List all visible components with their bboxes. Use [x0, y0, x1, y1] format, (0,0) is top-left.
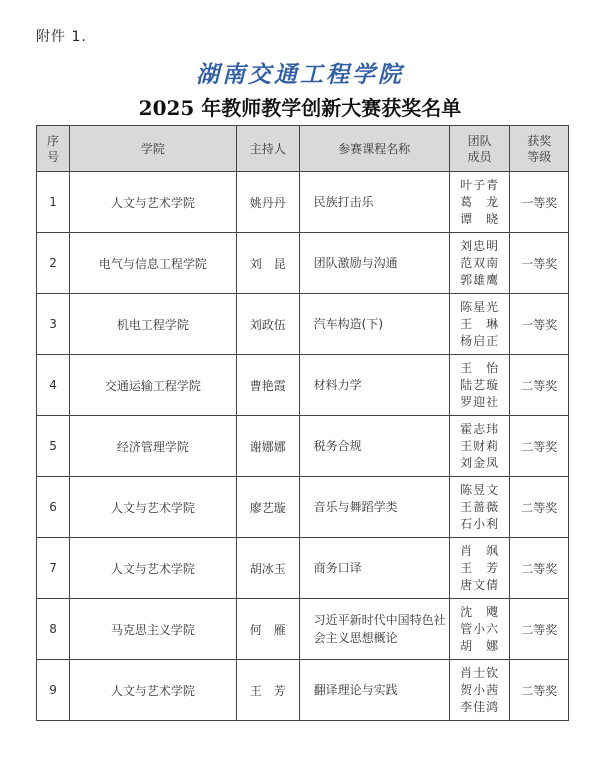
cell-award: 二等奖 [510, 477, 569, 538]
cell-course: 翻译理论与实践 [299, 660, 449, 721]
team-member: 王 怡 [460, 360, 500, 375]
cell-host: 曹艳霞 [236, 355, 299, 416]
cell-seq: 8 [37, 599, 70, 660]
table-row [37, 355, 569, 416]
cell-seq: 3 [37, 294, 70, 355]
awards-table [36, 125, 569, 721]
table-row [37, 538, 569, 599]
cell-team [449, 477, 510, 538]
header-team: 团队成员 [449, 126, 510, 172]
cell-seq: 2 [37, 233, 70, 294]
cell-team [449, 416, 510, 477]
team-member: 贺小茜 [460, 682, 500, 697]
school-logo-text: 湖南交通工程学院 [196, 61, 404, 88]
cell-course: 税务合规 [299, 416, 449, 477]
table-header-row [37, 126, 569, 172]
cell-seq: 9 [37, 660, 70, 721]
team-member: 郭雄鹰 [460, 272, 500, 287]
cell-award: 一等奖 [510, 172, 569, 233]
team-member: 肖士钦 [460, 665, 500, 680]
team-member: 唐文倩 [460, 577, 500, 592]
table-row [37, 172, 569, 233]
cell-college: 人文与艺术学院 [70, 172, 237, 233]
team-member: 陆艺璇 [460, 377, 500, 392]
header-seq: 序号 [37, 126, 70, 172]
cell-college: 电气与信息工程学院 [70, 233, 237, 294]
cell-team [449, 355, 510, 416]
team-member: 范双南 [460, 255, 500, 270]
cell-college: 经济管理学院 [70, 416, 237, 477]
team-member: 王蔷薇 [460, 499, 500, 514]
team-member: 胡 娜 [460, 638, 500, 653]
cell-host: 姚丹丹 [236, 172, 299, 233]
cell-team [449, 538, 510, 599]
cell-host: 胡冰玉 [236, 538, 299, 599]
team-member: 霍志玮 [460, 421, 500, 436]
table-row [37, 416, 569, 477]
team-member: 沈 飕 [460, 604, 500, 619]
table-row [37, 599, 569, 660]
table-row [37, 233, 569, 294]
cell-award: 二等奖 [510, 599, 569, 660]
cell-host: 刘 昆 [236, 233, 299, 294]
cell-host: 谢娜娜 [236, 416, 299, 477]
team-member: 王财莉 [460, 438, 500, 453]
cell-college: 交通运输工程学院 [70, 355, 237, 416]
cell-course: 材料力学 [299, 355, 449, 416]
team-member: 谭 晓 [460, 211, 500, 226]
cell-course: 音乐与舞蹈学类 [299, 477, 449, 538]
cell-college: 人文与艺术学院 [70, 660, 237, 721]
cell-team [449, 660, 510, 721]
cell-award: 二等奖 [510, 538, 569, 599]
cell-course: 习近平新时代中国特色社会主义思想概论 [299, 599, 449, 660]
team-member: 管小六 [460, 621, 500, 636]
team-member: 杨启正 [460, 333, 500, 348]
cell-team [449, 233, 510, 294]
table-row [37, 660, 569, 721]
team-member: 葛 龙 [460, 194, 500, 209]
cell-team [449, 294, 510, 355]
team-member: 刘忠明 [460, 238, 500, 253]
cell-host: 刘政伍 [236, 294, 299, 355]
cell-host: 王 芳 [236, 660, 299, 721]
cell-college: 人文与艺术学院 [70, 477, 237, 538]
header-host: 主持人 [236, 126, 299, 172]
cell-host: 廖艺璇 [236, 477, 299, 538]
cell-award: 一等奖 [510, 233, 569, 294]
cell-team [449, 172, 510, 233]
cell-seq: 4 [37, 355, 70, 416]
cell-seq: 7 [37, 538, 70, 599]
header-course: 参赛课程名称 [299, 126, 449, 172]
team-member: 刘金凤 [460, 455, 500, 470]
team-member: 石小利 [460, 516, 500, 531]
cell-college: 马克思主义学院 [70, 599, 237, 660]
team-member: 王 琳 [460, 316, 500, 331]
header-award: 获奖等级 [510, 126, 569, 172]
cell-team [449, 599, 510, 660]
cell-course: 团队激励与沟通 [299, 233, 449, 294]
cell-award: 二等奖 [510, 355, 569, 416]
team-member: 王 芳 [460, 560, 500, 575]
cell-course: 汽车构造(下) [299, 294, 449, 355]
cell-host: 何 雁 [236, 599, 299, 660]
cell-award: 二等奖 [510, 416, 569, 477]
cell-award: 一等奖 [510, 294, 569, 355]
cell-seq: 1 [37, 172, 70, 233]
team-member: 罗迎社 [460, 394, 500, 409]
team-member: 李佳鸿 [460, 699, 500, 714]
page-title: 2025 年教师教学创新大赛获奖名单 [138, 96, 462, 120]
cell-course: 民族打击乐 [299, 172, 449, 233]
header-college: 学院 [70, 126, 237, 172]
cell-seq: 6 [37, 477, 70, 538]
cell-award: 二等奖 [510, 660, 569, 721]
team-member: 肖 飒 [460, 543, 500, 558]
table-row [37, 294, 569, 355]
attachment-label: 附件 1. [36, 29, 87, 45]
team-member: 陈星光 [460, 299, 500, 314]
table-row [37, 477, 569, 538]
team-member: 叶子青 [460, 177, 500, 192]
cell-college: 机电工程学院 [70, 294, 237, 355]
cell-course: 商务口译 [299, 538, 449, 599]
team-member: 陈昱文 [460, 482, 500, 497]
cell-seq: 5 [37, 416, 70, 477]
cell-college: 人文与艺术学院 [70, 538, 237, 599]
